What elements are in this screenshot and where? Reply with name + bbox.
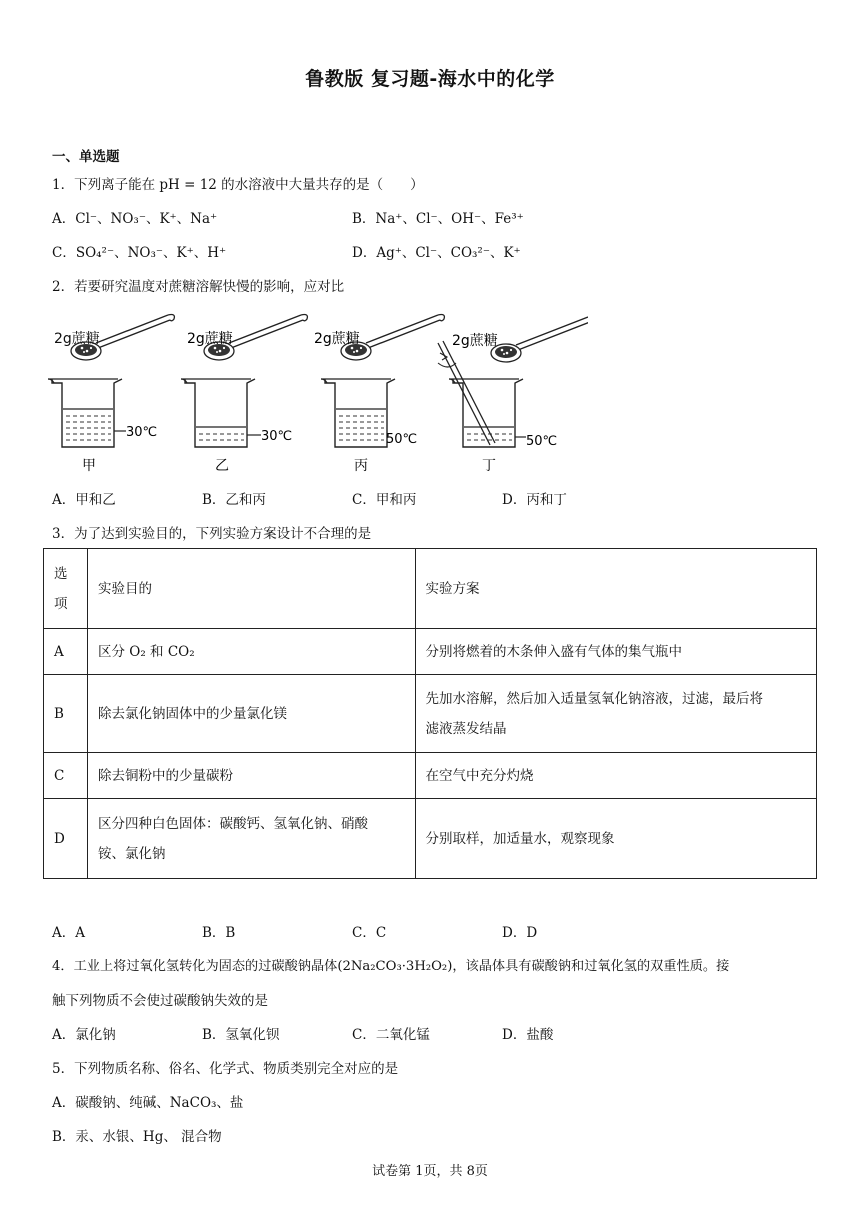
- sugar-label: 2g蔗糖: [314, 331, 360, 347]
- page-footer: 试卷第 1页，共 8页: [372, 1164, 488, 1179]
- beaker-ding: [438, 317, 588, 475]
- sugar-label: 2g蔗糖: [187, 331, 233, 347]
- beaker-name: 丁: [482, 458, 496, 474]
- q3-option-b: B．B: [202, 925, 236, 941]
- q2-stem: 2．若要研究温度对蔗糖溶解快慢的影响，应对比: [52, 279, 345, 295]
- q3-stem: 3．为了达到实验目的，下列实验方案设计不合理的是: [52, 526, 372, 542]
- beaker-yi: [181, 315, 307, 475]
- table-row: [44, 753, 817, 799]
- q1-option-d: D．Ag⁺、Cl⁻、CO₃²⁻、K⁺: [352, 245, 521, 261]
- row-plan-line2: 滤液蒸发结晶: [425, 720, 507, 737]
- q2-figure: [48, 305, 588, 480]
- q3-option-a: A．A: [52, 925, 85, 941]
- row-purpose: 除去铜粉中的少量碳粉: [87, 753, 415, 799]
- row-option: D: [44, 799, 88, 879]
- row-purpose: 除去氯化钠固体中的少量氯化镁: [87, 675, 415, 753]
- q5-option-b: B．汞、水银、Hg、 混合物: [52, 1129, 222, 1145]
- q1-stem: 1．下列离子能在 pH = 12 的水溶液中大量共存的是（ ）: [52, 177, 424, 193]
- header-option-line1: 选: [54, 565, 68, 582]
- q1-option-a: A．Cl⁻、NO₃⁻、K⁺、Na⁺: [52, 211, 218, 227]
- q4-stem-line1: 4．工业上将过氧化氢转化为固态的过碳酸钠晶体(2Na₂CO₃·3H₂O₂)，该晶体具有碳酸钠和过氧化氢的双重性质。接: [52, 959, 730, 974]
- q2-option-a: A．甲和乙: [52, 492, 116, 508]
- row-option: C: [44, 753, 88, 799]
- q1-option-b: B．Na⁺、Cl⁻、OH⁻、Fe³⁺: [352, 211, 524, 227]
- row-plan-line1: 先加水溶解，然后加入适量氢氧化钠溶液，过滤，最后将: [425, 690, 764, 707]
- beaker-name: 乙: [215, 458, 229, 474]
- table-row: [44, 549, 817, 629]
- table-row: [44, 629, 817, 675]
- temp-label: 50℃: [526, 434, 558, 449]
- q4-stem-line2: 触下列物质不会使过碳酸钠失效的是: [52, 993, 268, 1009]
- q2-option-d: D．丙和丁: [502, 492, 567, 508]
- beaker-jia: [48, 315, 174, 475]
- q3-option-c: C．C: [352, 925, 387, 941]
- q3-table: [43, 548, 817, 879]
- row-option: A: [44, 629, 88, 675]
- beaker-name: 丙: [354, 458, 368, 474]
- q4-option-b: B．氢氧化钡: [202, 1027, 280, 1043]
- temp-label: 30℃: [126, 425, 158, 440]
- table-row: [44, 799, 817, 879]
- stir-arrow-icon: [438, 363, 456, 367]
- q4-option-c: C．二氧化锰: [352, 1027, 430, 1043]
- temp-label: 30℃: [261, 429, 293, 444]
- q1-option-c: C．SO₄²⁻、NO₃⁻、K⁺、H⁺: [52, 245, 227, 261]
- row-option: B: [44, 675, 88, 753]
- row-purpose-line1: 区分四种白色固体：碳酸钙、氢氧化钠、硝酸: [97, 815, 368, 832]
- q5-stem: 5．下列物质名称、俗名、化学式、物质类别完全对应的是: [52, 1061, 399, 1077]
- section-heading: 一、单选题: [52, 149, 120, 165]
- header-plan: 实验方案: [415, 549, 816, 629]
- row-plan: 在空气中充分灼烧: [415, 753, 816, 799]
- temp-label: 50℃: [386, 432, 418, 447]
- row-plan: 分别取样，加适量水，观察现象: [415, 799, 816, 879]
- row-purpose: 区分 O₂ 和 CO₂: [87, 629, 415, 675]
- sugar-label: 2g蔗糖: [54, 331, 100, 347]
- page-title: 鲁教版 复习题-海水中的化学: [305, 68, 555, 90]
- row-purpose-line2: 铵、氯化钠: [97, 845, 166, 862]
- sugar-label: 2g蔗糖: [452, 333, 498, 349]
- header-option-line2: 项: [54, 595, 68, 612]
- q4-option-d: D．盐酸: [502, 1027, 554, 1043]
- q4-option-a: A．氯化钠: [52, 1027, 116, 1043]
- row-plan: 分别将燃着的木条伸入盛有气体的集气瓶中: [415, 629, 816, 675]
- q2-option-c: C．甲和丙: [352, 492, 417, 508]
- q2-option-b: B．乙和丙: [202, 492, 266, 508]
- beaker-bing: [314, 315, 444, 475]
- beaker-name: 甲: [82, 458, 96, 474]
- q3-option-d: D．D: [502, 925, 538, 941]
- header-purpose: 实验目的: [87, 549, 415, 629]
- q5-option-a: A．碳酸钠、纯碱、NaCO₃、盐: [52, 1095, 244, 1111]
- table-row: [44, 675, 817, 753]
